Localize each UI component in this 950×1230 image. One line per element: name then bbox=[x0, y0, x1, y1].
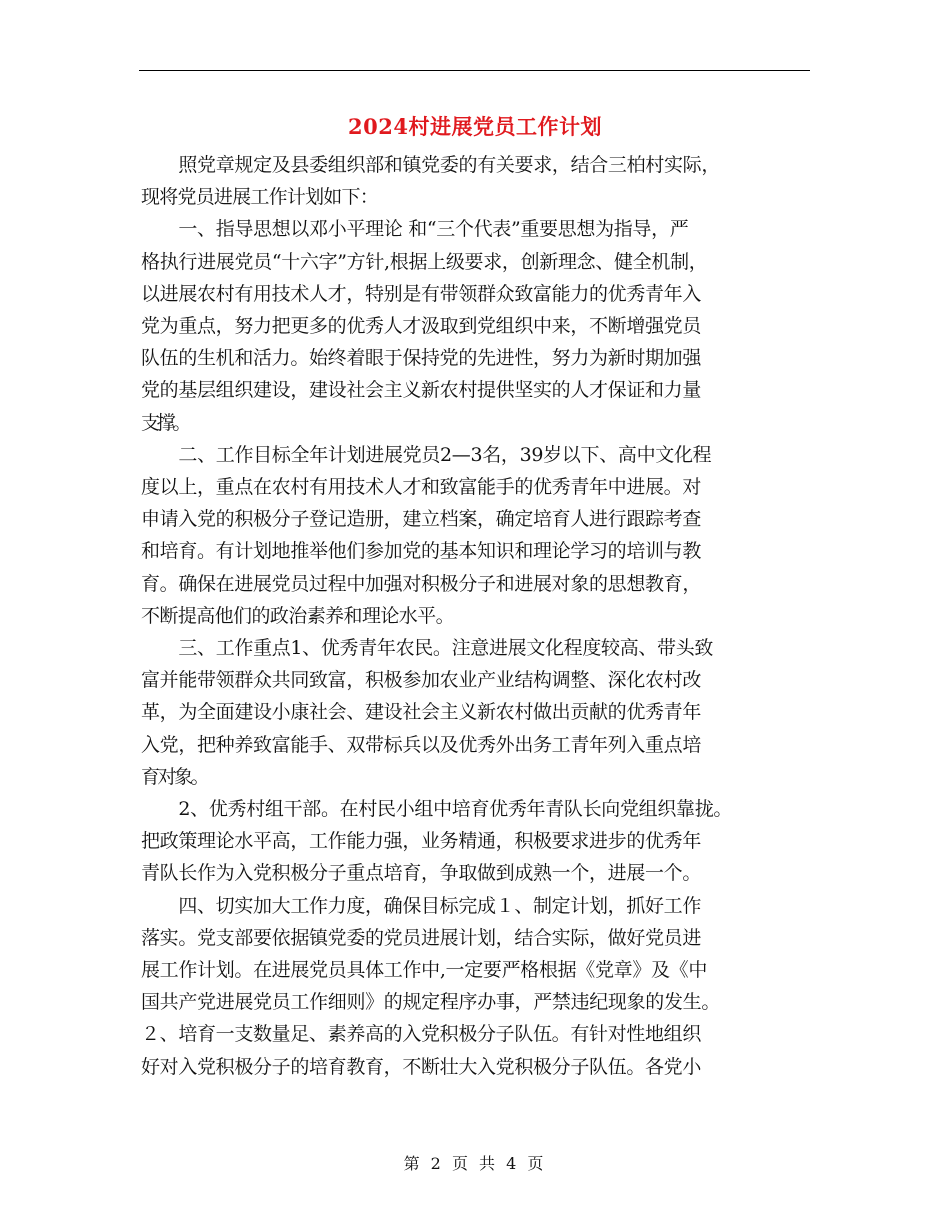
document-title: 2024村进展党员工作计划 bbox=[348, 114, 602, 139]
body-line: 党的基层组织建设，建设社会主义新农村提供坚实的人才保证和力量 bbox=[141, 379, 702, 402]
body-line: 育。确保在进展党员过程中加强对积极分子和进展对象的思想教育， bbox=[141, 572, 702, 595]
body-line: 现将党员进展工作计划如下： bbox=[141, 186, 379, 209]
body-line: 四、切实加大工作力度，确保目标完成１、制定计划，抓好工作 bbox=[141, 894, 702, 917]
body-line: 队伍的生机和活力。始终着眼于保持党的先进性，努力为新时期加强 bbox=[141, 347, 702, 370]
body-line: 把政策理论水平高，工作能力强，业务精通，积极要求进步的优秀年 bbox=[141, 830, 702, 853]
body-line: 展工作计划。在进展党员具体工作中,一定要严格根据《党章》及《中 bbox=[141, 959, 708, 981]
body-line: 国共产党进展党员工作细则》的规定程序办事，严禁违纪现象的发生。 bbox=[141, 991, 721, 1014]
body-line: 青队长作为入党积极分子重点培育，争取做到成熟一个，进展一个。 bbox=[141, 862, 702, 885]
body-line: 党为重点，努力把更多的优秀人才汲取到党组织中来，不断增强党员 bbox=[141, 315, 702, 337]
body-line: 和培育。有计划地推举他们参加党的基本知识和理论学习的培训与教 bbox=[141, 540, 702, 563]
body-line: 不断提高他们的政治素养和理论水平。 bbox=[141, 604, 455, 627]
body-line: 二、工作目标全年计划进展党员2—3名，39岁以下、高中文化程 bbox=[141, 443, 712, 466]
header-rule bbox=[139, 70, 810, 71]
body-line: 入党，把种养致富能手、双带标兵以及优秀外出务工青年列入重点培 bbox=[141, 733, 702, 756]
body-line: 好对入党积极分子的培育教育，不断壮大入党积极分子队伍。各党小 bbox=[141, 1055, 702, 1078]
body-line: 一、指导思想以邓小平理论 和“三个代表”重要思想为指导，严 bbox=[141, 218, 689, 241]
body-line: 支撑。 bbox=[141, 411, 189, 434]
body-line: 富并能带领群众共同致富，积极参加农业产业结构调整、深化农村改 bbox=[141, 669, 702, 692]
body-line: 度以上，重点在农村有用技术人才和致富能手的优秀青年中进展。对 bbox=[141, 476, 702, 498]
body-line: 落实。党支部要依据镇党委的党员进展计划，结合实际，做好党员进 bbox=[141, 926, 702, 949]
body-line: 照党章规定及县委组织部和镇党委的有关要求，结合三柏村实际， bbox=[141, 154, 721, 176]
body-line: 以进展农村有用技术人才，特别是有带领群众致富能力的优秀青年入 bbox=[141, 282, 702, 305]
page-footer: 第 2 页 共 4 页 bbox=[403, 1154, 547, 1173]
body-line: ２、培育一支数量足、素养高的入党积极分子队伍。有针对性地组织 bbox=[141, 1023, 702, 1046]
body-line: 格执行进展党员“十六字”方针,根据上级要求，创新理念、健全机制， bbox=[141, 250, 708, 273]
body-line: 育对象。 bbox=[141, 765, 208, 788]
body-line: 革，为全面建设小康社会、建设社会主义新农村做出贡献的优秀青年 bbox=[141, 701, 702, 724]
body-line: 三、工作重点1、优秀青年农民。注意进展文化程度较高、带头致 bbox=[141, 637, 714, 659]
body-line: 2、优秀村组干部。在村民小组中培育优秀年青队长向党组织靠拢。 bbox=[141, 798, 733, 820]
body-line: 申请入党的积极分子登记造册，建立档案，确定培育人进行跟踪考查 bbox=[141, 508, 702, 531]
